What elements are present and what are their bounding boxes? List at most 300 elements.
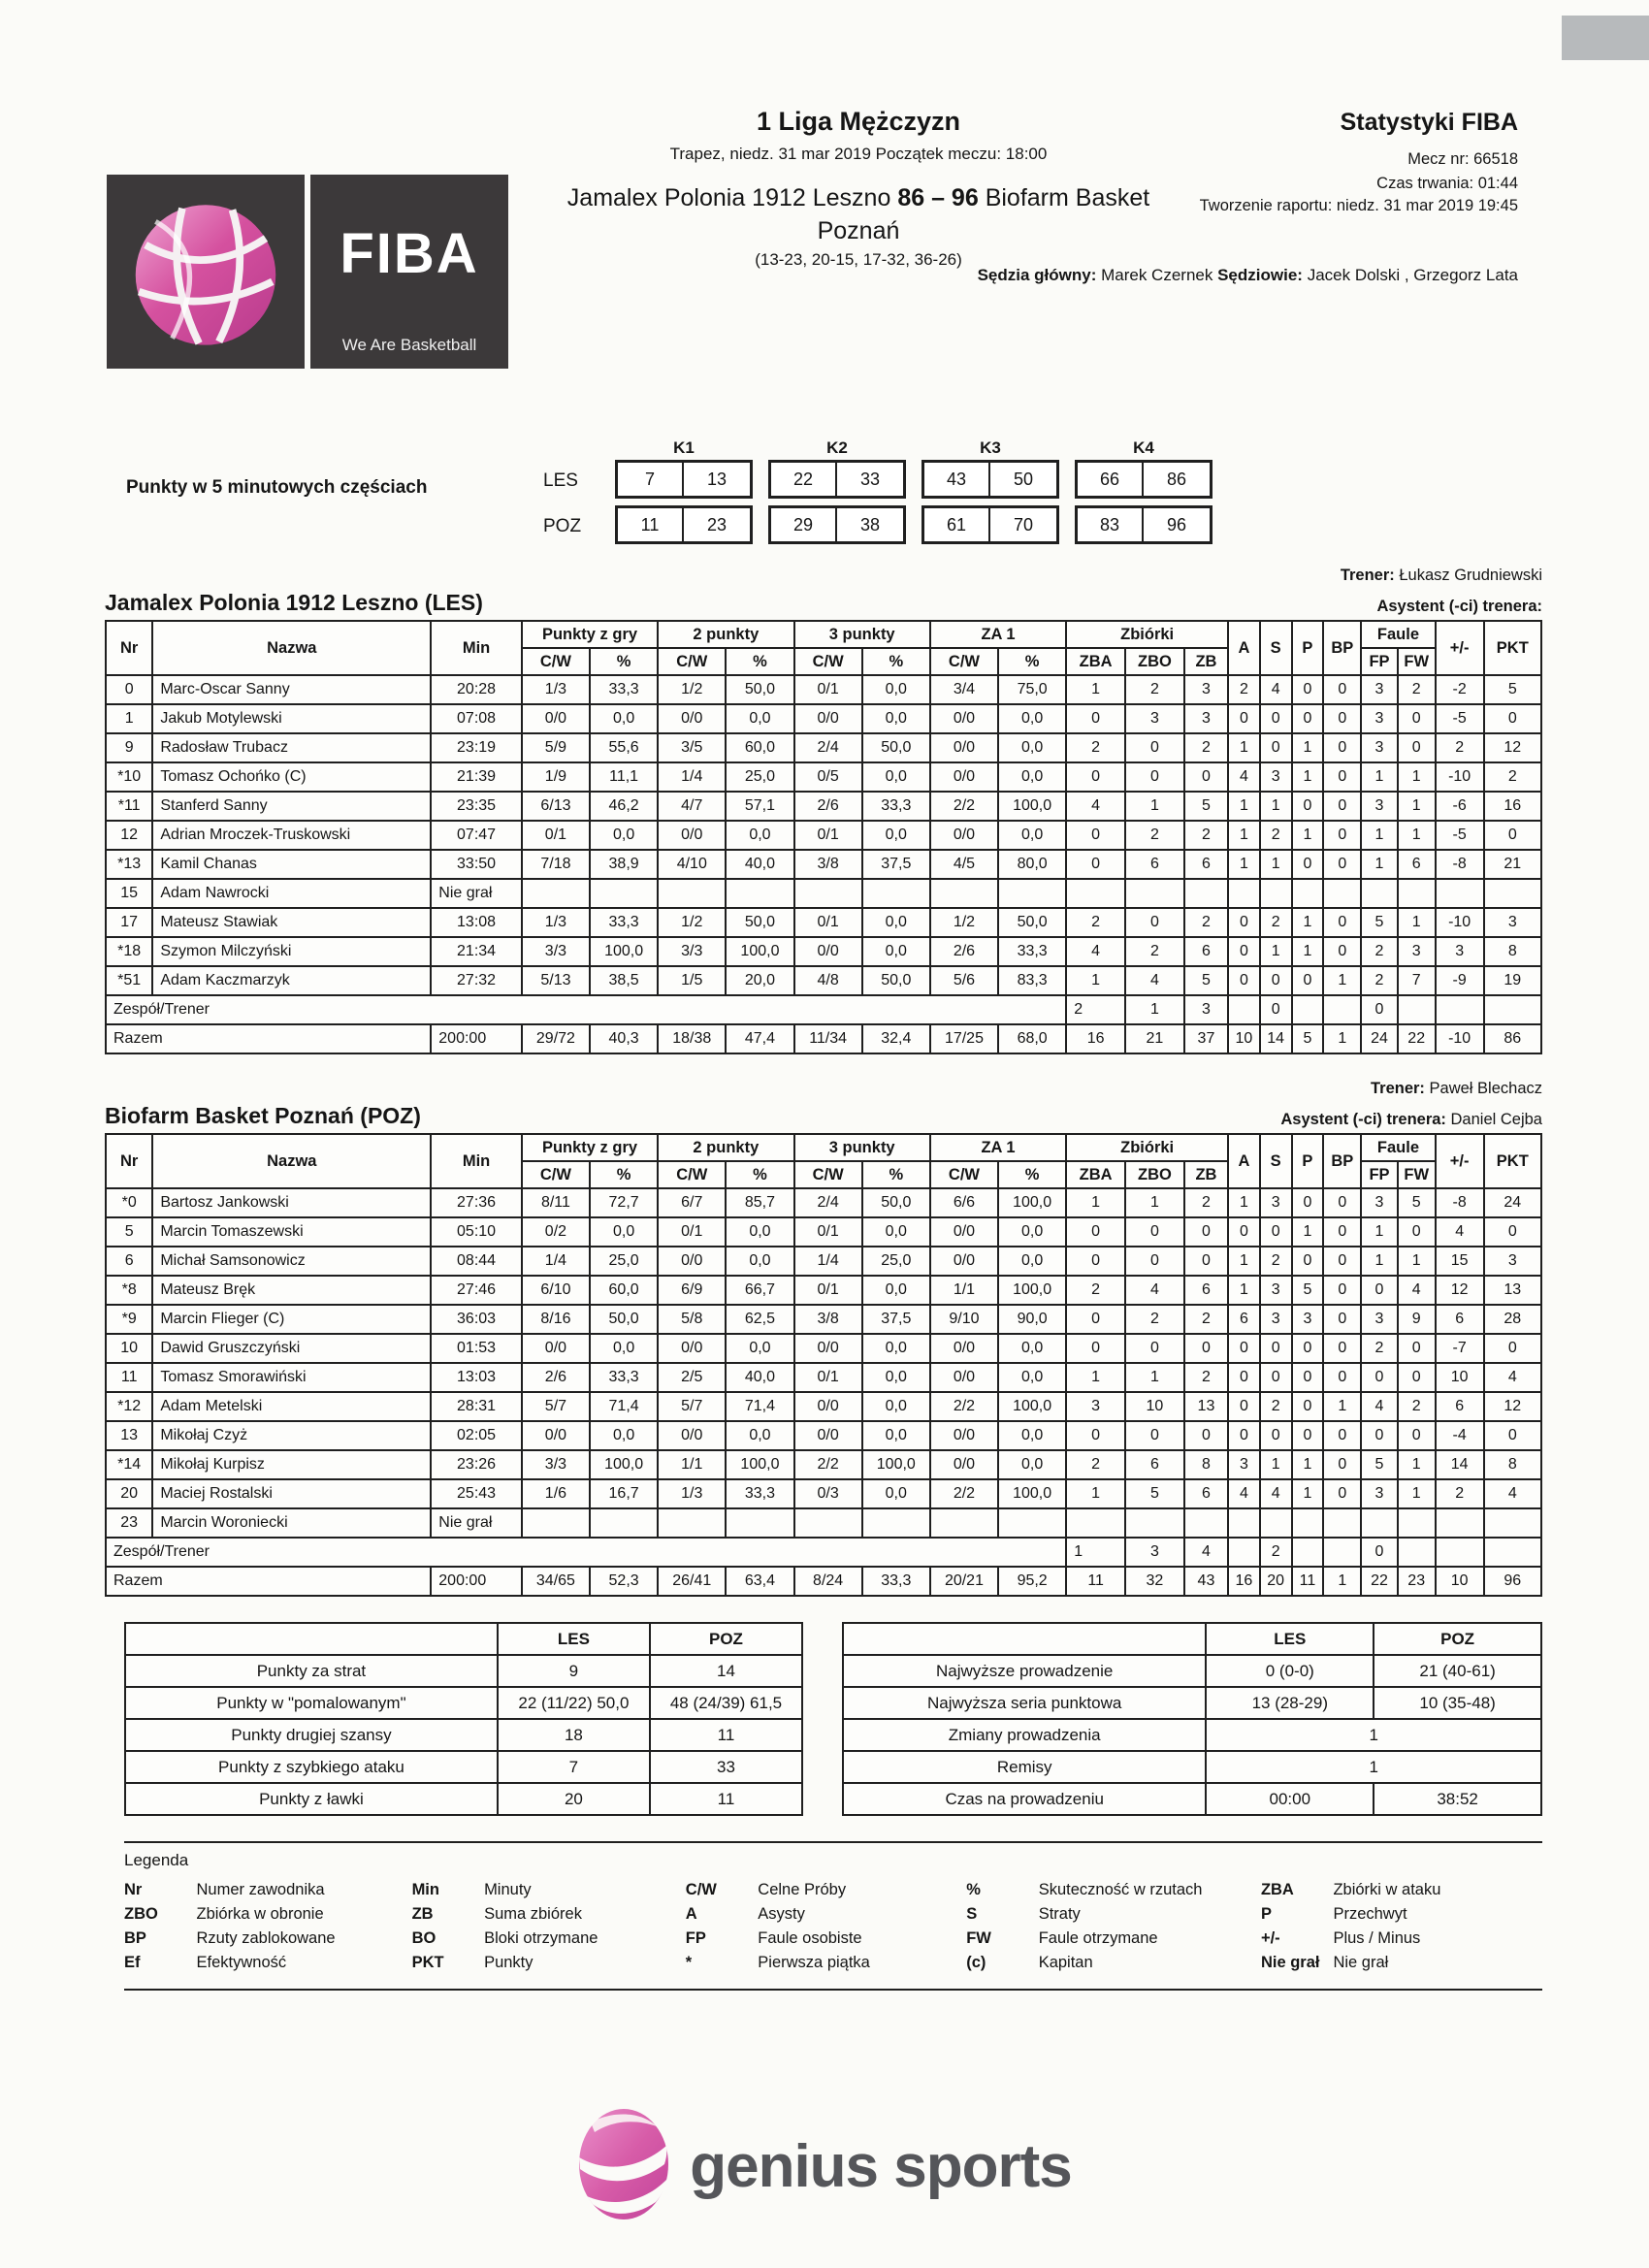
table-cell: 34/65	[522, 1567, 590, 1596]
table-cell: 1	[1292, 1217, 1324, 1247]
table-cell: 2	[1260, 1392, 1292, 1421]
summary-section	[105, 1622, 1542, 1816]
col-nr: Nr	[106, 1134, 152, 1188]
table-cell: 0,0	[862, 1334, 930, 1363]
table-cell: 2/6	[522, 1363, 590, 1392]
table-cell: 6	[1184, 1479, 1228, 1508]
score-box	[615, 505, 753, 544]
table-cell: 0	[1066, 1421, 1125, 1450]
table-cell: Zmiany prowadzenia	[843, 1719, 1206, 1751]
table-cell: 1	[1228, 1247, 1260, 1276]
table-cell: -6	[1436, 792, 1484, 821]
table-cell: 0	[1066, 762, 1125, 792]
table-cell: *13	[106, 850, 152, 879]
table-row	[843, 1687, 1541, 1719]
table-cell: 6	[1228, 1305, 1260, 1334]
table-cell: 16,7	[590, 1479, 658, 1508]
table-row	[106, 1334, 1541, 1363]
table-cell: BP	[124, 1929, 146, 1947]
table-row	[124, 1902, 1514, 1927]
score-box	[1075, 460, 1212, 499]
table-cell: 0	[1184, 762, 1228, 792]
table-cell: 0 (0-0)	[1206, 1655, 1374, 1687]
col-pct: %	[590, 648, 658, 675]
genius-sports-logo	[0, 2107, 1649, 2226]
table-cell: 60,0	[590, 1276, 658, 1305]
table-cell: 1	[1361, 850, 1397, 879]
quarter-headers	[543, 438, 1228, 458]
table-cell: Punkty	[484, 1954, 534, 1971]
table-cell: 6	[106, 1247, 152, 1276]
table-row	[106, 675, 1541, 704]
table-cell	[1398, 1538, 1436, 1567]
table-cell: Marc-Oscar Sanny	[152, 675, 431, 704]
col-fieldgoals: Punkty z gry	[522, 1134, 658, 1161]
table-cell: 6/6	[930, 1188, 998, 1217]
genius-sports-wordmark: genius sports	[690, 2133, 1072, 2200]
table-cell: 2	[1260, 908, 1292, 937]
table-cell	[1228, 1538, 1260, 1567]
col-pct: %	[862, 648, 930, 675]
table-cell: 25,0	[726, 762, 793, 792]
table-cell: 38,9	[590, 850, 658, 879]
table-cell: %	[966, 1881, 981, 1898]
table-cell: *18	[106, 937, 152, 966]
col-assists: A	[1228, 621, 1260, 675]
table-row	[125, 1751, 802, 1783]
table-cell: 1	[1066, 1479, 1125, 1508]
table-cell: 0/0	[794, 937, 862, 966]
table-cell: 0/0	[930, 1363, 998, 1392]
table-cell	[1184, 879, 1228, 908]
table-cell: 0	[1260, 1334, 1292, 1363]
table-cell: 4	[1066, 792, 1125, 821]
table-cell: 0/1	[794, 675, 862, 704]
legend-title: Legenda	[124, 1851, 189, 1869]
table-cell: 1	[1260, 792, 1292, 821]
col-pct: %	[998, 1161, 1066, 1188]
score-cell: 43	[924, 463, 990, 496]
table-cell	[794, 879, 862, 908]
table-cell: 1	[1292, 937, 1324, 966]
empty-header-cell	[843, 1623, 1206, 1655]
table-cell: 0	[1398, 1217, 1436, 1247]
table-cell: 1	[1206, 1719, 1541, 1751]
table-cell	[1125, 879, 1184, 908]
table-cell: 63,4	[726, 1567, 793, 1596]
table-cell: Marcin Woroniecki	[152, 1508, 431, 1538]
table-cell: 0,0	[862, 1217, 930, 1247]
table-cell: 3	[1260, 1305, 1292, 1334]
coach-line-poz	[105, 1080, 1542, 1103]
table-cell: 5/7	[658, 1392, 726, 1421]
table-cell: 0,0	[998, 733, 1066, 762]
table-cell: *	[685, 1954, 693, 1971]
col-rebounds: Zbiórki	[1066, 1134, 1228, 1161]
table-cell: 32,4	[862, 1024, 930, 1053]
table-cell	[1292, 879, 1324, 908]
table-cell	[1260, 879, 1292, 908]
table-cell: 0/0	[522, 1421, 590, 1450]
table-cell: 200:00	[431, 1024, 522, 1053]
table-cell: 2/5	[658, 1363, 726, 1392]
table-cell: 4/7	[658, 792, 726, 821]
table-cell: 0	[1484, 1421, 1541, 1450]
table-cell: 0	[1292, 1421, 1324, 1450]
table-cell: Razem	[106, 1567, 431, 1596]
col-pct: %	[590, 1161, 658, 1188]
table-cell: 40,0	[726, 850, 793, 879]
table-cell: 0,0	[726, 1421, 793, 1450]
table-cell	[1125, 1508, 1184, 1538]
table-cell: 0	[1484, 821, 1541, 850]
table-cell: 1	[1228, 1276, 1260, 1305]
table-cell: FW	[966, 1929, 991, 1947]
table-cell: 0	[1323, 850, 1361, 879]
table-cell: 1	[1292, 1450, 1324, 1479]
table-cell: Rzuty zablokowane	[196, 1929, 336, 1947]
table-cell	[862, 1508, 930, 1538]
score-cell: 86	[1166, 469, 1187, 489]
col-fouls-drawn: FW	[1398, 1161, 1436, 1188]
table-row	[106, 1217, 1541, 1247]
table-cell: 1	[1260, 1450, 1292, 1479]
table-cell: 9	[498, 1655, 650, 1687]
table-cell	[1292, 1508, 1324, 1538]
table-cell: 2/4	[794, 733, 862, 762]
table-cell: 2	[1436, 733, 1484, 762]
table-cell: 0/0	[930, 1247, 998, 1276]
score-cell: 96	[1166, 514, 1187, 535]
table-cell: Ef	[124, 1954, 141, 1971]
table-cell: 33,3	[590, 1363, 658, 1392]
table-cell: 3	[1361, 1188, 1397, 1217]
table-cell: 7	[1398, 966, 1436, 995]
col-pct: %	[726, 1161, 793, 1188]
table-cell: Suma zbiórek	[484, 1905, 582, 1923]
table-cell: 0	[1125, 762, 1184, 792]
assistant-line-les	[1376, 598, 1542, 616]
table-cell: 4	[1228, 762, 1260, 792]
table-cell: 10 (35-48)	[1374, 1687, 1541, 1719]
table-cell: 6	[1436, 1305, 1484, 1334]
table-cell: 4	[1361, 1392, 1397, 1421]
table-cell: 2/2	[930, 1392, 998, 1421]
table-cell: 33,3	[862, 792, 930, 821]
table-cell	[1436, 879, 1484, 908]
table-cell: ZBA	[1260, 1881, 1294, 1898]
table-cell: 0	[1125, 1247, 1184, 1276]
table-cell: 0	[1184, 1217, 1228, 1247]
table-cell: 1/1	[658, 1450, 726, 1479]
table-row	[106, 1188, 1541, 1217]
score-cell: 33	[859, 469, 881, 489]
table-row	[106, 1024, 1541, 1053]
table-cell: 20,0	[726, 966, 793, 995]
score-box	[922, 505, 1059, 544]
table-cell: 10	[1436, 1363, 1484, 1392]
table-cell: 2	[1260, 1538, 1292, 1567]
table-cell	[658, 1508, 726, 1538]
table-row	[106, 850, 1541, 879]
table-cell: 27:46	[431, 1276, 522, 1305]
team-title-poz: Biofarm Basket Poznań (POZ)	[105, 1103, 421, 1128]
table-cell: 3/3	[522, 1450, 590, 1479]
score-cell: 29	[771, 508, 837, 541]
table-cell: 100,0	[590, 1450, 658, 1479]
table-cell	[726, 879, 793, 908]
table-cell: 0,0	[590, 1421, 658, 1450]
away-team-name-part2: Poznań	[817, 217, 900, 244]
col-turnovers: S	[1260, 621, 1292, 675]
referee-main-label: Sędzia główny:	[977, 266, 1097, 284]
table-cell: A	[685, 1905, 697, 1923]
table-cell: 0/0	[930, 762, 998, 792]
table-cell: 0,0	[590, 821, 658, 850]
table-cell: 1/3	[522, 675, 590, 704]
table-cell: 43	[1184, 1567, 1228, 1596]
table-cell: 0	[1323, 1217, 1361, 1247]
table-header	[106, 621, 1541, 675]
col-steals: P	[1292, 621, 1324, 675]
table-cell: 2	[1361, 966, 1397, 995]
table-cell: 07:08	[431, 704, 522, 733]
col-made-att: C/W	[794, 1161, 862, 1188]
table-cell	[522, 1508, 590, 1538]
table-cell: 10	[1125, 1392, 1184, 1421]
table-cell: 1	[106, 704, 152, 733]
table-cell: 46,2	[590, 792, 658, 821]
table-cell: 2	[1125, 1305, 1184, 1334]
table-cell: 1	[1260, 850, 1292, 879]
score-box	[768, 460, 906, 499]
table-cell: 32	[1125, 1567, 1184, 1596]
table-cell: 4	[1125, 966, 1184, 995]
table-cell: 1	[1398, 1450, 1436, 1479]
table-cell: 0	[1398, 1334, 1436, 1363]
table-cell: 1/4	[522, 1247, 590, 1276]
table-cell: 8	[1184, 1450, 1228, 1479]
table-cell: 23	[106, 1508, 152, 1538]
table-cell: 22	[1361, 1567, 1397, 1596]
table-cell: 28	[1484, 1305, 1541, 1334]
table-cell: 2/6	[794, 792, 862, 821]
table-cell: 4	[1260, 675, 1292, 704]
table-cell: Punkty w "pomalowanym"	[125, 1687, 498, 1719]
table-cell: 1	[1292, 762, 1324, 792]
table-cell: 1/2	[658, 675, 726, 704]
table-cell: 0/0	[930, 821, 998, 850]
score-cell: 22	[771, 463, 837, 496]
table-cell: 11	[650, 1783, 802, 1815]
table-cell: 0/0	[930, 1421, 998, 1450]
table-cell: 6	[1398, 850, 1436, 879]
table-cell: 11	[1066, 1567, 1125, 1596]
col-les: LES	[498, 1623, 650, 1655]
table-cell: 4	[1184, 1538, 1228, 1567]
table-cell: 1	[1398, 821, 1436, 850]
col-poz: POZ	[650, 1623, 802, 1655]
table-cell: 1	[1260, 937, 1292, 966]
col-name: Nazwa	[152, 621, 431, 675]
table-cell: 0/0	[658, 1334, 726, 1363]
table-cell: 0	[1292, 704, 1324, 733]
table-cell	[1398, 1508, 1436, 1538]
table-cell: 0/5	[794, 762, 862, 792]
table-cell: 0	[1323, 1421, 1361, 1450]
table-cell: 3	[1228, 1450, 1260, 1479]
table-cell: 20	[498, 1783, 650, 1815]
table-cell: 0	[1323, 908, 1361, 937]
table-row	[125, 1719, 802, 1751]
table-cell: *9	[106, 1305, 152, 1334]
coach-label: Trener:	[1370, 1080, 1425, 1097]
table-cell: 1/6	[522, 1479, 590, 1508]
table-cell: 11	[106, 1363, 152, 1392]
table-cell: 6/10	[522, 1276, 590, 1305]
table-cell: Mateusz Bręk	[152, 1276, 431, 1305]
team-block-poz	[105, 1080, 1542, 1597]
table-row	[843, 1751, 1541, 1783]
table-cell: Minuty	[484, 1881, 532, 1898]
table-cell: 62,5	[726, 1305, 793, 1334]
table-cell	[1323, 1538, 1361, 1567]
table-cell: 0/0	[522, 1334, 590, 1363]
col-les: LES	[1206, 1623, 1374, 1655]
table-cell: 1	[1361, 821, 1397, 850]
table-cell: Czas na prowadzeniu	[843, 1783, 1206, 1815]
table-cell: 0	[1066, 1305, 1125, 1334]
table-cell: 100,0	[998, 792, 1066, 821]
col-fouls-drawn: FW	[1398, 648, 1436, 675]
table-cell: Celne Próby	[758, 1881, 847, 1898]
table-cell: 1/3	[522, 908, 590, 937]
table-row	[106, 908, 1541, 937]
table-cell: 0	[1323, 733, 1361, 762]
table-cell: 55,6	[590, 733, 658, 762]
scan-artifact	[1562, 16, 1649, 60]
table-cell: 0,0	[862, 704, 930, 733]
table-cell: 0	[1066, 850, 1125, 879]
coach-name: Łukasz Grudniewski	[1399, 567, 1542, 584]
col-min: Min	[431, 1134, 522, 1188]
table-cell: 0,0	[590, 704, 658, 733]
table-cell: 1	[1125, 792, 1184, 821]
table-row	[106, 937, 1541, 966]
table-cell: Straty	[1038, 1905, 1081, 1923]
table-cell	[998, 1508, 1066, 1538]
box-score-table-poz	[105, 1133, 1542, 1597]
table-cell: 20	[1260, 1567, 1292, 1596]
table-cell: 13	[1184, 1392, 1228, 1421]
table-cell: 1	[1066, 1538, 1125, 1567]
table-cell: 3	[1361, 1305, 1397, 1334]
col-off-reb: ZBA	[1066, 648, 1125, 675]
table-cell	[590, 879, 658, 908]
table-cell: Faule osobiste	[758, 1929, 862, 1947]
table-cell: 25:43	[431, 1479, 522, 1508]
team-block-les	[105, 567, 1542, 1054]
table-cell: 4	[1484, 1363, 1541, 1392]
table-cell: 0,0	[862, 762, 930, 792]
match-score-line	[179, 184, 1537, 212]
table-cell: *10	[106, 762, 152, 792]
table-cell: 0/0	[794, 704, 862, 733]
table-cell: 12	[1436, 1276, 1484, 1305]
table-cell: ZB	[411, 1905, 434, 1923]
quarter-row-poz	[543, 505, 1228, 544]
col-2points: 2 punkty	[658, 621, 793, 648]
table-cell: 11,1	[590, 762, 658, 792]
table-cell: BO	[411, 1929, 436, 1947]
table-cell: Adam Metelski	[152, 1392, 431, 1421]
col-nr: Nr	[106, 621, 152, 675]
table-cell	[1484, 1508, 1541, 1538]
table-cell: 0	[1260, 1421, 1292, 1450]
table-cell: 3	[1361, 704, 1397, 733]
table-cell: 0	[1184, 1334, 1228, 1363]
table-cell: 2	[1066, 995, 1125, 1024]
table-cell: 2	[1184, 733, 1228, 762]
assistant-name: Daniel Cejba	[1450, 1111, 1542, 1128]
table-cell: 5	[1361, 1450, 1397, 1479]
table-cell: 50,0	[726, 908, 793, 937]
table-row	[124, 1951, 1514, 1975]
table-cell: 0	[1228, 937, 1260, 966]
table-cell: 2	[1125, 937, 1184, 966]
table-cell: 2/2	[794, 1450, 862, 1479]
table-cell: 0	[1292, 966, 1324, 995]
table-cell: 0	[1361, 1538, 1397, 1567]
table-cell: 0	[1260, 1217, 1292, 1247]
table-cell: 100,0	[590, 937, 658, 966]
table-cell: 3/4	[930, 675, 998, 704]
col-off-reb: ZBA	[1066, 1161, 1125, 1188]
points-breakdown-table	[124, 1622, 803, 1816]
table-cell: 9	[1398, 1305, 1436, 1334]
table-cell: 4	[1228, 1479, 1260, 1508]
table-cell: Najwyższe prowadzenie	[843, 1655, 1206, 1687]
stats-title: Statystyki FIBA	[1340, 109, 1518, 136]
table-cell: 0,0	[998, 1247, 1066, 1276]
table-cell: 0	[1484, 704, 1541, 733]
table-cell: 0	[1066, 1247, 1125, 1276]
table-cell: 3	[1184, 675, 1228, 704]
table-cell: 2	[1484, 762, 1541, 792]
table-row	[843, 1783, 1541, 1815]
table-cell: 1	[1292, 733, 1324, 762]
table-cell: 2	[1184, 1305, 1228, 1334]
table-cell: 0	[1323, 1188, 1361, 1217]
table-cell: Szymon Milczyński	[152, 937, 431, 966]
box-score-table-les	[105, 620, 1542, 1054]
table-cell: C/W	[685, 1881, 717, 1898]
table-cell: 0	[1260, 733, 1292, 762]
col-tot-reb: ZB	[1184, 648, 1228, 675]
table-cell: 72,7	[590, 1188, 658, 1217]
team-head-poz	[105, 1103, 1542, 1129]
table-cell: 2	[1184, 908, 1228, 937]
table-cell: 9/10	[930, 1305, 998, 1334]
table-cell: 10	[1436, 1567, 1484, 1596]
table-cell: Faule otrzymane	[1038, 1929, 1158, 1947]
table-cell: 3	[1436, 937, 1484, 966]
table-cell: -8	[1436, 850, 1484, 879]
quarter-summary-line: (13-23, 20-15, 17-32, 36-26)	[755, 250, 962, 269]
col-turnovers: S	[1260, 1134, 1292, 1188]
table-cell: 0,0	[862, 937, 930, 966]
col-made-att: C/W	[930, 1161, 998, 1188]
